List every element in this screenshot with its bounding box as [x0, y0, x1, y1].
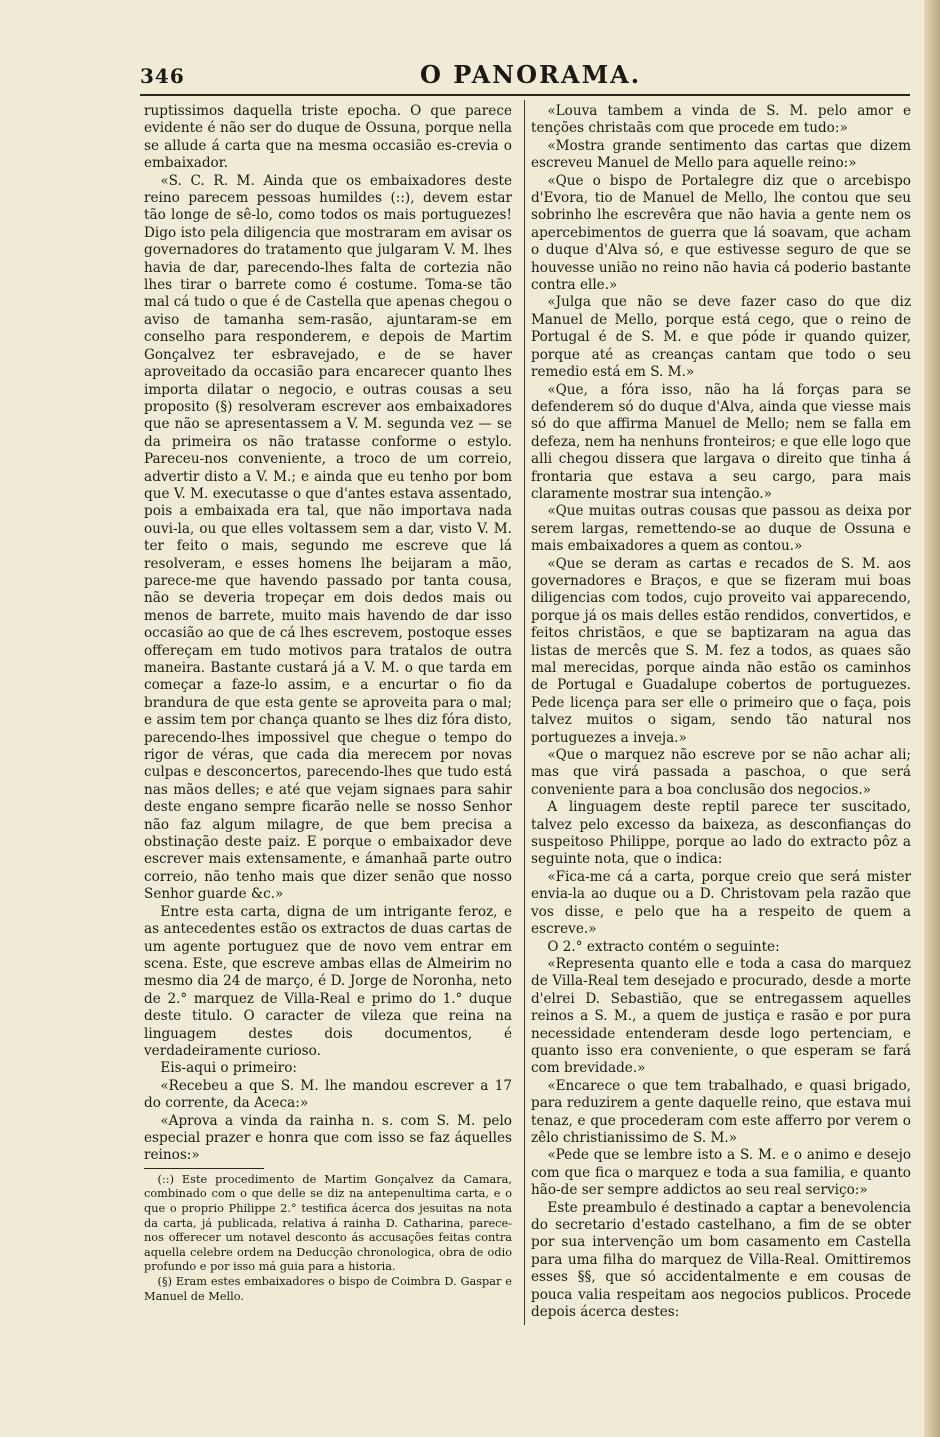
footnote: (::) Este procedimento de Martim Gonçalvez da Camara, combinado com o que delle se diz na antepenultima carta, e o que o proprio Philippe 2.° testifica ácerca dos jesuitas na nota da carta, já publicada, relativa á rainha D. Catharina, parece-nos offerecer um notavel desconto ás accusações feitas contra aquella celebre ordem na Deducção chronologica, obra de odio profundo e por isso má guia para a historia.	[144, 1172, 512, 1274]
paragraph: Entre esta carta, digna de um intrigante feroz, e as antecedentes estão os extractos de duas cartas de um agente portuguez que de novo vem entrar em scena. Este, que escreve ambas ellas de Almeirim no mesmo dia 24 de março, é D. Jorge de Noronha, neto de 2.° marquez de Villa-Real e primo do 1.° duque deste titulo. O caracter de vileza que reina na linguagem destes dois documentos, é verdadeiramente curioso.	[144, 903, 512, 1059]
paragraph: Eis-aqui o primeiro:	[160, 1060, 297, 1077]
page-edge	[924, 0, 940, 1437]
paragraph: «Que, a fóra isso, não ha lá forças para se defenderem só do duque d'Alva, ainda que viesse mais só do que affirma Manuel de Mello; nem se falla em defeza, nem ha nenhuns fronteiros; e que elle logo que alli chegou dissera que largava o direito que tinha á frontaria que estava a seu cargo, para mais claramente mostrar sua intenção.»	[531, 381, 911, 502]
left-column	[144, 103, 512, 1304]
paragraph: «Que o marquez não escreve por se não achar ali; mas que virá passada a paschoa, o que será conveniente para a boa conclusão dos negocios.»	[531, 747, 911, 798]
paragraph: «Encarece o que tem trabalhado, e quasi brigado, para reduzirem a gente daquelle reino, que estava mui tenaz, e que procederam com este afferro por verem o zêlo christianissimo de S. M.»	[531, 1077, 911, 1146]
header-rule	[140, 94, 910, 96]
paragraph: «S. C. R. M. Ainda que os embaixadores deste reino parecem pessoas humildes (::), devem estar tão longe de sê-lo, como todos os mais portuguezes! Digo isto pela diligencia que mostraram em avisar os governadores do tratamento que julgaram V. M. lhes havia de dar, parecendo-lhes falta de cortezia não lhes tirar o barrete como é costume. Toma-se tão mal cá tudo o que é de Castella que apenas chegou o aviso de tamanha sem-rasão, ajuntaram-se em conselho para responderem, e depois de Martim Gonçalvez ter esbravejado, e de se haver aproveitado da occasião para encarecer quanto lhes importa dilatar o negocio, e outras cousas a seu proposito (§) resolveram escrever aos embaixadores que não se apresentassem a V. M. segunda vez — se da primeira os não tratasse conforme o estylo. Pareceu-nos conveniente, a troco de um correio, advertir disto a V. M.; e ainda que eu tenho por bom que V. M. executasse o que d'antes estava assentado, pois a embaixada era tal, que não importava nada ouvi-la, ou que elles voltassem sem a dar, visto V. M. ter feito o mais, segundo me escreve que lá resolveram, e esses homens lhe beijaram a mão, parece-me que havendo passado por tanta cousa, não se deveria tropeçar em dois dedos mais ou menos de barrete, muito mais havendo de dar isso occasião ao que de cá lhes escrevem, postoque esses offereçam em tudo motivos para tratalos de outra maneira. Bastante custará já a V. M. o que tarda em começar a faze-lo assim, e a encurtar o fio da brandura de que esta gente se aproveita para o mal; e assim tem por chança quanto se lhes diz fóra disto, parecendo-lhes impossivel que chegue o tempo do rigor de véras, que cada dia merecem por novas culpas e desconcertos, parecendo-lhes que tudo está nas mãos delles; e até que vejam signaes para sahir deste engano sempre ficarão nelle se nosso Senhor não faz algum milagre, de que bem precisa a obstinação deste paiz. E porque o embaixador deve escrever mais extensamente, e ámanhaã parte outro correio, não tenho mais que dizer senão que nosso Senhor guarde &c.»	[144, 172, 512, 903]
paragraph: «Recebeu a que S. M. lhe mandou escrever a 17 do corrente, da Aceca:»	[144, 1077, 512, 1112]
paragraph: «Julga que não se deve fazer caso do que diz Manuel de Mello, porque está cego, que o reino de Portugal é de S. M. e que póde ir quando quizer, porque até as creanças cantam que todo o seu remedio está em S. M.»	[531, 294, 911, 381]
paragraph: «Aprova a vinda da rainha n. s. com S. M. pelo especial prazer e honra que com isso se faz áquelles reinos:»	[144, 1112, 512, 1164]
paragraph: «Fica-me cá a carta, porque creio que será mister envia-la ao duque ou a D. Christovam pela razão que vos disse, e pelo que ha a respeito de quem a escreve.»	[531, 868, 911, 938]
column-divider	[524, 100, 525, 1325]
paragraph: A linguagem deste reptil parece ter suscitado, talvez pelo excesso da baixeza, as desconfianças do suspeitoso Philippe, porque ao lado do extracto pôz a seguinte nota, que o indica:	[531, 799, 911, 868]
paragraph: «Que o bispo de Portalegre diz que o arcebispo d'Evora, tio de Manuel de Mello, lhe contou que seu sobrinho lhe escrevêra que não havia a gente nem os apercebimentos de guerra que lá soavam, que acham o duque d'Alva só, e que estivesse seguro de que se houvesse união no reino não havia cá poderio bastante contra elle.»	[531, 172, 911, 294]
paragraph: «Louva tambem a vinda de S. M. pelo amor e tenções christaãs com que procede em tudo:»	[531, 103, 911, 137]
footnote: (§) Eram estes embaixadores o bispo de Coimbra D. Gaspar e Manuel de Mello.	[144, 1274, 512, 1303]
paragraph: «Representa quanto elle e toda a casa do marquez de Villa-Real tem desejado e procurado, desde a morte d'elrei D. Sebastião, que se entregassem aquelles reinos a S. M., a quem de justiça e rasão e por pura necessidade entenderam desde logo pertenciam, e quanto isso era conveniente, o que esperam se fará com brevidade.»	[531, 955, 911, 1077]
page-header	[140, 58, 910, 92]
paragraph: «Pede que se lembre isto a S. M. e o animo e desejo com que fica o marquez e toda a sua familia, e quanto hão-de ser sempre addictos ao seu real serviço:»	[531, 1147, 911, 1199]
paragraph: «Que se deram as cartas e recados de S. M. aos governadores e Braços, e que se fizeram mui boas diligencias com todos, cujo proveito vai apparecendo, porque já os mais delles estão rendidos, convertidos, e feitos christãos, e que se baptizaram na agua das listas de mercês que S. M. fez a todos, as quaes são mal merecidas, porque ainda não estão os caminhos de Portugal e Guadalupe cobertos de portuguezes. Pede licença para ser elle o primeiro que o faça, pois talvez muitos o sigam, sendo tão natural nos portuguezes a inveja.»	[531, 555, 911, 746]
page-number: 346	[140, 64, 185, 88]
right-column	[531, 103, 911, 1321]
running-title: O PANORAMA.	[420, 60, 642, 89]
paragraph: O 2.° extracto contém o seguinte:	[547, 938, 780, 955]
paragraph: ruptissimos daquella triste epocha. O que parece evidente é não ser do duque de Ossuna, porque nella se allude á carta que na mesma occasião es-crevia o embaixador.	[144, 103, 512, 172]
paragraph: «Mostra grande sentimento das cartas que dizem escreveu Manuel de Mello para aquelle reino:»	[531, 137, 911, 172]
paragraph: Este preambulo é destinado a captar a benevolencia do secretario d'estado castelhano, a fim de se obter por sua intervenção um bom casamento em Castella para uma filha do marquez de Villa-Real. Omittiremos esses §§, que só accidentalmente e em cousas de pouca valia respeitam aos negocios publicos. Procede depois ácerca destes:	[531, 1199, 911, 1321]
footnote-rule	[144, 1168, 264, 1169]
paragraph: «Que muitas outras cousas que passou as deixa por serem largas, remettendo-se ao duque de Ossuna e mais embaixadores a quem as contou.»	[531, 503, 911, 555]
